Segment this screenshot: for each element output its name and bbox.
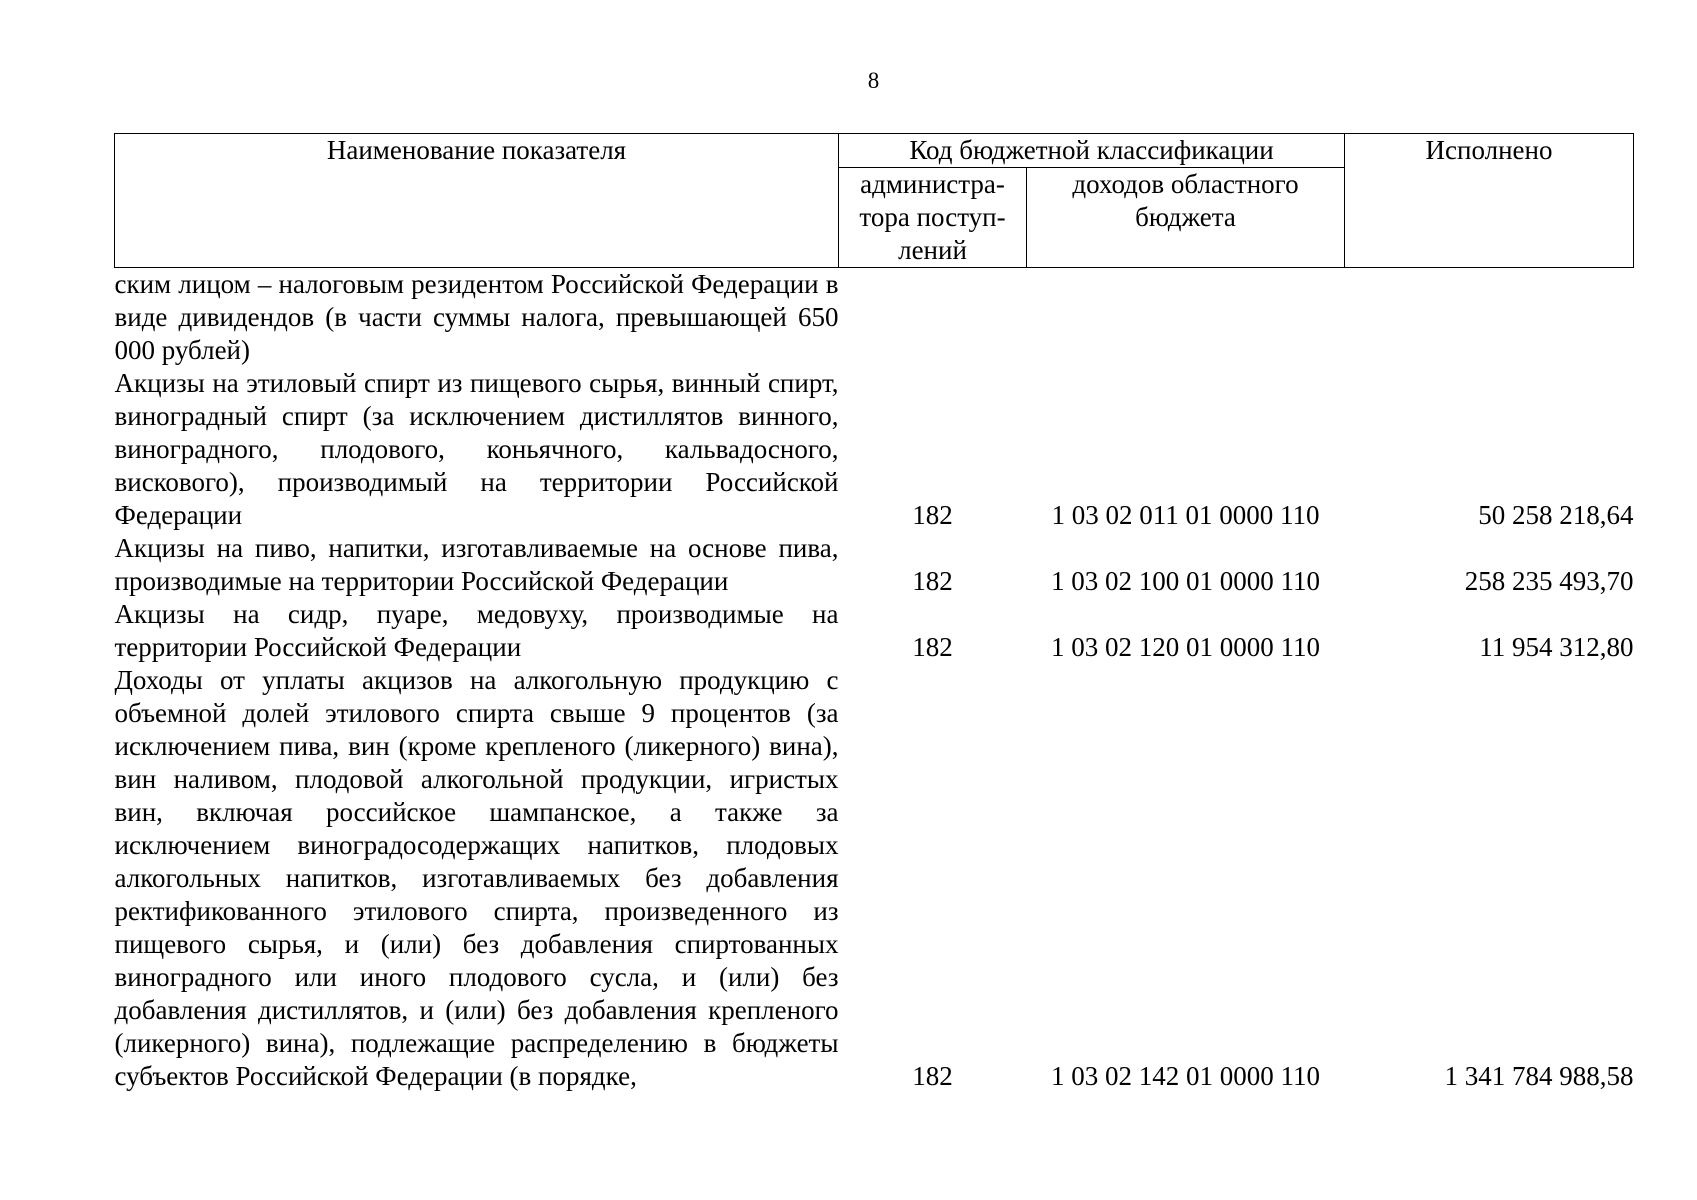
table-header	[115, 134, 1634, 268]
header-admin	[839, 168, 1027, 268]
row-admin-code: 182	[912, 500, 953, 530]
header-income	[1027, 168, 1345, 268]
row-admin-code: 182	[912, 632, 953, 662]
row-income-code: 1 03 02 142 01 0000 110	[1051, 1061, 1320, 1091]
header-income-text: доходов областного бюджета	[1072, 169, 1299, 232]
row-name: Доходы от уплаты акцизов на алкогольную продукцию с объемной долей этилового спирта свыше 9 процентов (за исключением пива, вин (кроме крепленого (ликерного) вина), вин наливом, плодовой алкогольной продукции, игристых вин, включая российское шампанское, а также за исключением виноградосодержащих напитков, плодовых алкогольных напитков, изготавливаемых без добавления ректификованного этилового спирта, произведенного из пищевого сырья, и (или) без добавления спиртованных виноградного или иного плодового сусла, и (или) без добавления дистиллятов, и (или) без добавления крепленого (ликерного) вина), подлежащие распределению в бюджеты субъектов Российской Федерации (в порядке,	[114, 665, 839, 1091]
table-row	[115, 268, 1634, 368]
row-name: ским лицом – налоговым резидентом Российской Федерации в виде дивидендов (в части суммы налога, превышающей 650 000 рублей)	[114, 269, 839, 365]
row-name: Акцизы на пиво, напитки, изготавливаемые на основе пива, производимые на территории Российской Федерации	[114, 533, 839, 596]
header-executed: Исполнено	[1345, 134, 1634, 268]
row-amount: 258 235 493,70	[1464, 566, 1634, 596]
table-row	[115, 664, 1634, 1093]
row-income-code: 1 03 02 100 01 0000 110	[1051, 566, 1320, 596]
row-name: Акцизы на сидр, пуаре, медовуху, производимые на территории Российской Федерации	[114, 599, 839, 662]
row-income-code: 1 03 02 011 01 0000 110	[1051, 500, 1320, 530]
table-row	[115, 367, 1634, 532]
row-name: Акцизы на этиловый спирт из пищевого сырья, винный спирт, виноградный спирт (за исключением дистиллятов винного, виноградного, плодового, коньячного, кальвадосного, вискового), производимый на территории Российской Федерации	[114, 368, 839, 530]
table-row	[115, 532, 1634, 598]
row-amount	[1345, 268, 1634, 368]
header-admin-text: администра-тора поступ-лений	[859, 169, 1006, 265]
page-number: 8	[867, 68, 880, 93]
table-row	[115, 598, 1634, 664]
row-admin-code: 182	[912, 566, 953, 596]
row-admin-code: 182	[912, 1061, 953, 1091]
row-amount: 11 954 312,80	[1479, 632, 1634, 662]
row-amount: 1 341 784 988,58	[1444, 1061, 1634, 1091]
row-admin-code	[839, 268, 1027, 368]
budget-table	[114, 133, 1634, 1093]
header-indicator-name: Наименование показателя	[115, 134, 839, 268]
header-code-group: Код бюджетной классификации	[839, 134, 1345, 168]
row-amount: 50 258 218,64	[1478, 500, 1634, 530]
row-income-code	[1027, 268, 1345, 368]
row-income-code: 1 03 02 120 01 0000 110	[1051, 632, 1320, 662]
